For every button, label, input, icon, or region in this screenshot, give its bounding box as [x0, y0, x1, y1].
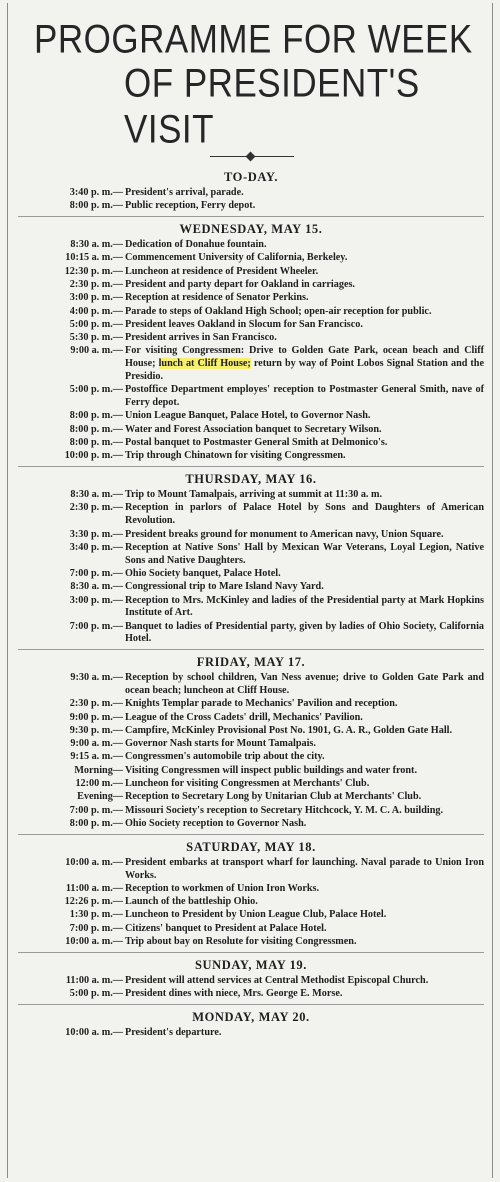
entry-text: Banquet to ladies of Presidential party, given by ladies of Ohio Society, California Hotel.: [125, 620, 484, 645]
schedule-entry: [18, 751, 484, 764]
entry-time: 5:00 p. m.—: [69, 318, 123, 330]
day-heading: TO-DAY.: [223, 170, 279, 184]
entry-time: 10:00 a. m.—: [65, 1026, 123, 1038]
day-heading: SUNDAY, MAY 19.: [194, 957, 308, 972]
entry-text: Reception at Native Sons' Hall by Mexican War Veterans, Loyal Legion, Native Sons and Native Daughters.: [125, 541, 484, 566]
schedule-entry: [18, 502, 484, 528]
schedule-entry: [18, 621, 484, 647]
schedule-entry: [18, 1027, 484, 1040]
schedule-entry: [18, 712, 484, 725]
entry-text: Congressmen's automobile trip about the city.: [125, 751, 325, 763]
schedule-entry: [18, 187, 484, 200]
entry-time: 2:30 p. m.—: [69, 502, 123, 514]
entry-text: President will attend services at Central Methodist Episcopal Church.: [125, 974, 429, 986]
entry-time: 9:30 a. m.—: [70, 672, 123, 684]
entry-text: President dines with niece, Mrs. George E. Morse.: [125, 988, 343, 1000]
schedule-entry: [18, 306, 484, 319]
day-entries: [18, 187, 484, 213]
schedule-entry: [18, 542, 484, 568]
schedule-entry: [18, 410, 484, 423]
entry-time: 5:00 p. m.—: [69, 988, 123, 1000]
entry-text: Launch of the battleship Ohio.: [125, 896, 258, 908]
schedule-entry: [18, 975, 484, 988]
entry-time: 8:30 a. m.—: [70, 489, 123, 501]
schedule-entry: [18, 252, 484, 265]
schedule-entry: [18, 818, 484, 831]
schedule-entry: [18, 332, 484, 345]
entry-text: Postoffice Department employes' reception to Postmaster General Smith, nave of Ferry depot.: [125, 384, 484, 409]
entry-text: Ohio Society banquet, Palace Hotel.: [125, 567, 281, 579]
schedule-entry: [18, 738, 484, 751]
schedule-entry: [18, 437, 484, 450]
schedule-entry: [18, 595, 484, 621]
section-divider: [18, 649, 484, 650]
day-entries: [18, 975, 484, 1001]
entry-text: Reception by school children, Van Ness avenue; drive to Golden Gate Park and ocean beach; luncheon at Cliff House.: [125, 672, 484, 696]
schedule-entry: [18, 778, 484, 791]
entry-time: 3:40 p. m.—: [69, 541, 123, 553]
entry-time: 12:26 p. m.—: [64, 896, 123, 908]
entry-time: 8:00 p. m.—: [69, 437, 123, 449]
entry-text: Knights Templar parade to Mechanics' Pavilion and reception.: [125, 698, 398, 710]
entry-text: Reception in parlors of Palace Hotel by Sons and Daughters of American Revolution.: [125, 502, 484, 527]
schedule-entry: [18, 450, 484, 463]
schedule-entry: [18, 791, 484, 804]
entry-time: 1:30 p. m.—: [69, 909, 123, 921]
entry-text: President embarks at transport wharf for launching. Naval parade to Union Iron Works.: [125, 856, 484, 881]
entry-time: 10:00 a. m.—: [65, 936, 123, 948]
schedule-entry: [18, 857, 484, 883]
entry-time: 8:00 p. m.—: [69, 817, 123, 829]
section-divider: [18, 1004, 484, 1005]
schedule-entry: [18, 266, 484, 279]
entry-text: President leaves Oakland in Slocum for San Francisco.: [125, 318, 363, 330]
schedule-entry: [18, 568, 484, 581]
entry-time: 7:00 p. m.—: [69, 804, 123, 816]
entry-time: 11:00 a. m.—: [65, 974, 123, 986]
entry-time: 8:00 p. m.—: [69, 423, 123, 435]
entry-text: Water and Forest Association banquet to Secretary Wilson.: [125, 423, 382, 435]
highlighted-text: lunch at Cliff House;: [158, 358, 251, 370]
entry-time: 3:00 p. m.—: [69, 594, 123, 606]
entry-time: 2:30 p. m.—: [69, 698, 123, 710]
schedule-entry: [18, 319, 484, 332]
schedule-entry: [18, 239, 484, 252]
entry-time: 5:30 p. m.—: [69, 332, 123, 344]
schedule-entry: [18, 698, 484, 711]
entry-time: 7:00 p. m.—: [69, 567, 123, 579]
entry-time: 3:40 p. m.—: [69, 187, 123, 198]
entry-text: Union League Banquet, Palace Hotel, to Governor Nash.: [125, 410, 371, 422]
schedule-entry: [18, 909, 484, 922]
entry-text: Reception to workmen of Union Iron Works.: [125, 882, 320, 894]
entry-time: 8:30 a. m.—: [70, 581, 123, 593]
newspaper-clipping: [7, 3, 493, 1178]
day-entries: [18, 1027, 484, 1040]
entry-time: 9:00 a. m.—: [70, 345, 123, 357]
schedule-entry: [18, 805, 484, 818]
entry-time: 4:00 p. m.—: [69, 305, 123, 317]
entry-text: Commencement University of California, Berkeley.: [125, 252, 348, 264]
entry-text: Reception to Mrs. McKinley and ladies of the Presidential party at Mark Hopkins Institute of Art.: [125, 594, 484, 619]
entry-time: 9:15 a. m.—: [70, 751, 123, 763]
day-entries: [18, 857, 484, 949]
entry-time: 8:00 p. m.—: [69, 200, 123, 212]
day-heading: FRIDAY, MAY 17.: [196, 655, 306, 670]
schedule-entry: [18, 424, 484, 437]
entry-time: 11:00 a. m.—: [65, 882, 123, 894]
entry-text: Citizens' banquet to President at Palace Hotel.: [125, 922, 327, 934]
entry-text: Governor Nash starts for Mount Tamalpais.: [125, 738, 316, 750]
entry-time: 12:00 m.—: [75, 778, 123, 790]
section-divider: [18, 834, 484, 835]
entry-text: Public reception, Ferry depot.: [125, 200, 256, 212]
day-entries: [18, 489, 484, 646]
entry-text: Dedication of Donahue fountain.: [125, 239, 267, 251]
entry-text: Postal banquet to Postmaster General Smith at Delmonico's.: [125, 437, 388, 449]
schedule-entry: [18, 988, 484, 1001]
entry-text: President breaks ground for monument to American navy, Union Square.: [125, 528, 444, 540]
entry-time: 7:00 p. m.—: [69, 922, 123, 934]
headline-line-2: OF PRESIDENT'S VISIT: [124, 61, 420, 152]
schedule-entry: [18, 896, 484, 909]
entry-text: Trip about bay on Resolute for visiting Congressmen.: [125, 936, 357, 948]
entry-time: 8:00 p. m.—: [69, 410, 123, 422]
day-entries: [18, 672, 484, 831]
entry-text: Campfire, McKinley Provisional Post No. 1901, G. A. R., Golden Gate Hall.: [125, 724, 453, 736]
entry-time: 8:30 a. m.—: [70, 239, 123, 251]
schedule-entry: [18, 292, 484, 305]
entry-time: 9:00 p. m.—: [69, 711, 123, 723]
entry-time: Morning—: [74, 764, 123, 776]
entry-text: President's departure.: [125, 1026, 222, 1038]
entry-time: 9:00 a. m.—: [70, 738, 123, 750]
schedule-entry: [18, 529, 484, 542]
entry-time: 10:00 a. m.—: [65, 856, 123, 868]
entry-text: Luncheon at residence of President Wheeler.: [125, 265, 319, 277]
entry-text: For visiting Congressmen: Drive to Golden Gate Park, ocean beach and Cliff House;: [125, 345, 484, 370]
entry-time: 3:30 p. m.—: [69, 528, 123, 540]
entry-time: 3:00 p. m.—: [69, 292, 123, 304]
schedule-entry: [18, 581, 484, 594]
entry-text: Trip through Chinatown for visiting Congressmen.: [125, 450, 346, 462]
entry-time: 12:30 p. m.—: [64, 265, 123, 277]
entry-text: Missouri Society's reception to Secretary Hitchcock, Y. M. C. A. building.: [125, 804, 444, 816]
entry-time: Evening—: [77, 791, 123, 803]
entry-time: 9:30 p. m.—: [69, 724, 123, 736]
entry-text: Luncheon for visiting Congressmen at Merchants' Club.: [125, 778, 370, 790]
entry-time: 2:30 p. m.—: [69, 278, 123, 290]
day-heading: WEDNESDAY, MAY 15.: [179, 222, 323, 237]
day-entries: [18, 239, 484, 463]
entry-text: Trip to Mount Tamalpais, arriving at summit at 11:30 a. m.: [125, 489, 383, 501]
entry-text: President and party depart for Oakland in carriages.: [125, 278, 355, 290]
section-divider: [18, 952, 484, 953]
schedule-entry: [18, 883, 484, 896]
section-divider: [18, 466, 484, 467]
entry-text: Ohio Society reception to Governor Nash.: [125, 817, 307, 829]
schedule-entry: [18, 672, 484, 698]
entry-text-continued: return by way of Point Lobos Signal Station and the Presidio.: [125, 358, 484, 383]
schedule-entry: [18, 725, 484, 738]
entry-text: Visiting Congressmen will inspect public buildings and water front.: [125, 764, 417, 776]
day-heading: THURSDAY, MAY 16.: [185, 472, 317, 487]
schedule-entry: [18, 765, 484, 778]
day-heading: SATURDAY, MAY 18.: [186, 839, 316, 854]
entry-text: Reception at residence of Senator Perkins.: [125, 292, 309, 304]
schedule-entry: [18, 923, 484, 936]
entry-time: 10:00 p. m.—: [64, 450, 123, 462]
entry-text: League of the Cross Cadets' drill, Mechanics' Pavilion.: [125, 711, 363, 723]
schedule-entry: [18, 345, 484, 383]
entry-time: 5:00 p. m.—: [69, 384, 123, 396]
entry-text: President arrives in San Francisco.: [125, 332, 277, 344]
diamond-ornament-icon: [246, 152, 256, 162]
headline-line-1: PROGRAMME FOR WEEK: [34, 17, 473, 62]
schedule-entry: [18, 489, 484, 502]
entry-text: Reception to Secretary Long by Unitarian Club at Merchants' Club.: [125, 791, 422, 803]
entry-time: 10:15 a. m.—: [65, 252, 123, 264]
schedule-entry: [18, 200, 484, 213]
entry-text: Luncheon to President by Union League Club, Palace Hotel.: [125, 909, 387, 921]
schedule: [18, 169, 484, 1040]
entry-time: 7:00 p. m.—: [69, 620, 123, 632]
schedule-entry: [18, 279, 484, 292]
day-heading: MONDAY, MAY 20.: [192, 1009, 310, 1024]
entry-text: Parade to steps of Oakland High School; open-air reception for public.: [125, 305, 432, 317]
entry-text: President's arrival, parade.: [125, 187, 244, 198]
schedule-entry: [18, 384, 484, 410]
section-divider: [18, 216, 484, 217]
schedule-entry: [18, 936, 484, 949]
entry-text: Congressional trip to Mare Island Navy Yard.: [125, 581, 324, 593]
ornamental-rule: [18, 151, 484, 163]
